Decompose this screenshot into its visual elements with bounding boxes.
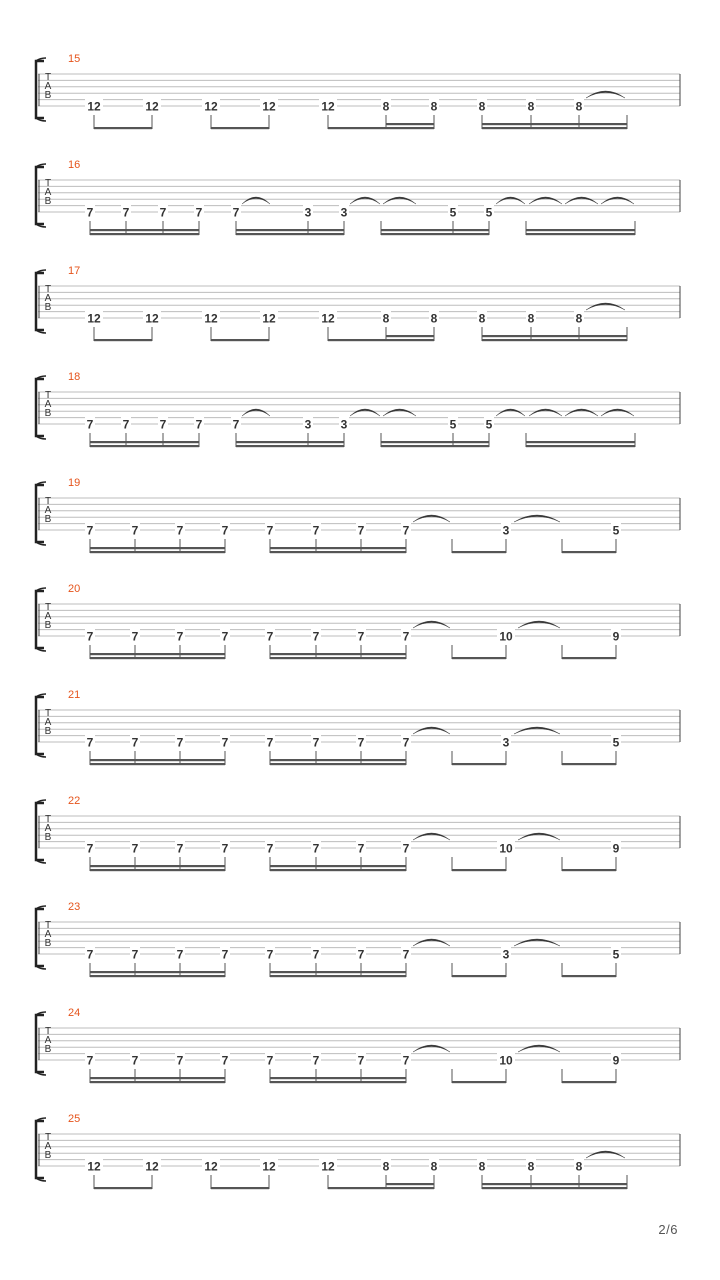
fret-number: 8 [527, 311, 535, 326]
beam [452, 763, 506, 765]
tab-system [36, 795, 680, 871]
fret-number: 7 [176, 841, 184, 856]
tab-system [36, 1113, 680, 1189]
tab-system [36, 53, 680, 129]
fret-number: 10 [499, 629, 513, 644]
tie-arc [586, 1151, 625, 1158]
fret-number: 7 [402, 735, 410, 750]
beam [90, 971, 225, 973]
tie-arc [242, 197, 270, 204]
tie-arc [518, 833, 560, 840]
tab-clef-letter: B [44, 302, 52, 313]
beam [236, 233, 344, 235]
tie-arc [514, 939, 560, 946]
measure-number: 21 [68, 689, 81, 701]
tab-clef-letter: T [44, 602, 52, 613]
fret-number: 7 [176, 523, 184, 538]
beam [482, 1187, 627, 1189]
fret-number: 8 [430, 99, 438, 114]
fret-number: 7 [86, 947, 94, 962]
tab-system [36, 371, 680, 447]
fret-number: 7 [176, 629, 184, 644]
tie-arc [350, 409, 380, 416]
beam [90, 759, 225, 761]
tie-arc [383, 197, 416, 204]
tab-clef-letter: B [44, 408, 52, 419]
tab-clef-letter: A [44, 399, 52, 410]
fret-number: 8 [382, 1159, 390, 1174]
fret-number: 7 [86, 523, 94, 538]
fret-number: 9 [612, 1053, 620, 1068]
fret-number: 7 [402, 629, 410, 644]
fret-number: 7 [221, 947, 229, 962]
tab-system [36, 583, 680, 659]
system-bracket [36, 1121, 44, 1178]
fret-number: 12 [321, 99, 335, 114]
fret-number: 7 [176, 947, 184, 962]
system-bracket [36, 909, 44, 966]
fret-number: 7 [266, 629, 274, 644]
fret-number: 3 [502, 523, 510, 538]
beam [270, 657, 406, 659]
beam [270, 547, 406, 549]
measure-number: 15 [68, 53, 81, 65]
beam [482, 335, 627, 337]
tab-system [36, 477, 680, 553]
system-bracket [36, 273, 44, 330]
beam [211, 127, 269, 129]
fret-number: 7 [266, 735, 274, 750]
fret-number: 7 [402, 841, 410, 856]
fret-number: 7 [357, 947, 365, 962]
beam [452, 975, 506, 977]
fret-number: 12 [145, 99, 159, 114]
fret-number: 7 [131, 523, 139, 538]
measure-number: 19 [68, 477, 81, 489]
tie-arc [586, 91, 625, 98]
tie-arc [413, 1045, 450, 1052]
fret-number: 8 [575, 99, 583, 114]
fret-number: 7 [131, 1053, 139, 1068]
fret-number: 7 [266, 523, 274, 538]
tab-clef-letter: A [44, 187, 52, 198]
beam [526, 441, 635, 443]
fret-number: 12 [204, 311, 218, 326]
fret-number: 7 [131, 947, 139, 962]
tab-system [36, 689, 680, 765]
tab-clef-letter: A [44, 823, 52, 834]
fret-number: 7 [195, 205, 203, 220]
fret-number: 8 [575, 311, 583, 326]
beam [90, 1081, 225, 1083]
tie-arc [529, 197, 562, 204]
beam [90, 441, 199, 443]
beam [270, 975, 406, 977]
tie-arc [518, 1045, 560, 1052]
fret-number: 12 [321, 1159, 335, 1174]
tab-clef-letter: B [44, 726, 52, 737]
tie-arc [514, 515, 560, 522]
fret-number: 7 [195, 417, 203, 432]
fret-number: 7 [131, 841, 139, 856]
beam [562, 657, 616, 659]
fret-number: 7 [357, 523, 365, 538]
fret-number: 7 [402, 1053, 410, 1068]
fret-number: 3 [502, 735, 510, 750]
beam [90, 547, 225, 549]
fret-number: 8 [430, 1159, 438, 1174]
beam [211, 339, 269, 341]
tab-clef-letter: T [44, 496, 52, 507]
fret-number: 7 [159, 417, 167, 432]
beam [526, 445, 635, 447]
fret-number: 12 [87, 99, 101, 114]
fret-number: 8 [527, 1159, 535, 1174]
tab-clef-letter: B [44, 514, 52, 525]
fret-number: 12 [87, 311, 101, 326]
fret-number: 7 [312, 947, 320, 962]
beam [211, 1187, 269, 1189]
beam [94, 127, 152, 129]
system-bracket [36, 591, 44, 648]
beam [94, 339, 152, 341]
tab-system [36, 265, 680, 341]
fret-number: 8 [430, 311, 438, 326]
fret-number: 7 [312, 1053, 320, 1068]
fret-number: 7 [312, 523, 320, 538]
beam [90, 445, 199, 447]
system-bracket [36, 697, 44, 754]
tab-clef-letter: B [44, 1044, 52, 1055]
fret-number: 8 [527, 99, 535, 114]
fret-number: 7 [312, 735, 320, 750]
beam [482, 339, 627, 341]
fret-number: 7 [86, 1053, 94, 1068]
fret-number: 12 [204, 1159, 218, 1174]
fret-number: 7 [221, 523, 229, 538]
fret-number: 5 [485, 205, 493, 220]
tab-clef-letter: T [44, 390, 52, 401]
fret-number: 5 [612, 523, 620, 538]
sub-beam [386, 335, 434, 337]
beam [270, 1077, 406, 1079]
beam [562, 763, 616, 765]
fret-number: 7 [357, 735, 365, 750]
sub-beam [386, 1183, 434, 1185]
tie-arc [496, 197, 525, 204]
beam [90, 975, 225, 977]
tie-arc [586, 303, 625, 310]
beam [90, 233, 199, 235]
fret-number: 8 [478, 1159, 486, 1174]
tab-clef-letter: T [44, 920, 52, 931]
fret-number: 7 [86, 735, 94, 750]
tab-clef-letter: B [44, 196, 52, 207]
beam [236, 229, 344, 231]
tab-clef-letter: B [44, 90, 52, 101]
beam [90, 865, 225, 867]
beam [236, 441, 344, 443]
beam [482, 1183, 627, 1185]
measure-number: 20 [68, 583, 81, 595]
fret-number: 8 [382, 99, 390, 114]
fret-number: 7 [221, 841, 229, 856]
tab-system [36, 901, 680, 977]
beam [90, 551, 225, 553]
fret-number: 7 [312, 841, 320, 856]
fret-number: 7 [176, 1053, 184, 1068]
fret-number: 7 [221, 629, 229, 644]
tab-clef-letter: T [44, 178, 52, 189]
fret-number: 7 [402, 523, 410, 538]
fret-number: 3 [502, 947, 510, 962]
tie-arc [514, 727, 560, 734]
beam [381, 229, 489, 231]
beam [90, 763, 225, 765]
beam [270, 763, 406, 765]
fret-number: 3 [304, 205, 312, 220]
tie-arc [413, 621, 450, 628]
fret-number: 7 [221, 1053, 229, 1068]
fret-number: 5 [449, 417, 457, 432]
fret-number: 3 [340, 205, 348, 220]
beam [452, 869, 506, 871]
tab-clef-letter: T [44, 814, 52, 825]
beam [90, 869, 225, 871]
fret-number: 7 [312, 629, 320, 644]
tie-arc [383, 409, 416, 416]
tie-arc [601, 197, 634, 204]
tab-clef-letter: A [44, 293, 52, 304]
tie-arc [413, 515, 450, 522]
beam [328, 1187, 434, 1189]
beam [562, 869, 616, 871]
fret-number: 7 [86, 205, 94, 220]
measure-number: 23 [68, 901, 81, 913]
measure-number: 18 [68, 371, 81, 383]
fret-number: 3 [340, 417, 348, 432]
beam [270, 869, 406, 871]
beam [452, 657, 506, 659]
fret-number: 9 [612, 841, 620, 856]
fret-number: 7 [86, 629, 94, 644]
system-bracket [36, 485, 44, 542]
beam [90, 657, 225, 659]
beam [90, 229, 199, 231]
fret-number: 12 [262, 99, 276, 114]
fret-number: 7 [357, 1053, 365, 1068]
sub-beam [386, 123, 434, 125]
fret-number: 7 [131, 735, 139, 750]
fret-number: 7 [232, 417, 240, 432]
tie-arc [565, 197, 598, 204]
beam [90, 653, 225, 655]
fret-number: 7 [159, 205, 167, 220]
tab-clef-letter: T [44, 1132, 52, 1143]
fret-number: 7 [86, 841, 94, 856]
fret-number: 10 [499, 1053, 513, 1068]
fret-number: 5 [485, 417, 493, 432]
system-bracket [36, 167, 44, 224]
tab-clef-letter: A [44, 1035, 52, 1046]
tie-arc [413, 833, 450, 840]
fret-number: 8 [382, 311, 390, 326]
tie-arc [529, 409, 562, 416]
beam [452, 1081, 506, 1083]
system-bracket [36, 61, 44, 118]
fret-number: 7 [266, 947, 274, 962]
fret-number: 8 [478, 311, 486, 326]
beam [94, 1187, 152, 1189]
tab-clef-letter: B [44, 832, 52, 843]
fret-number: 7 [176, 735, 184, 750]
beam [562, 1081, 616, 1083]
tab-clef-letter: B [44, 938, 52, 949]
tie-arc [242, 409, 270, 416]
tab-clef-letter: T [44, 708, 52, 719]
fret-number: 12 [204, 99, 218, 114]
beam [90, 1077, 225, 1079]
tie-arc [518, 621, 560, 628]
measure-number: 17 [68, 265, 81, 277]
fret-number: 7 [357, 841, 365, 856]
beam [236, 445, 344, 447]
tab-clef-letter: A [44, 717, 52, 728]
beam [270, 865, 406, 867]
system-bracket [36, 803, 44, 860]
fret-number: 12 [145, 1159, 159, 1174]
tie-arc [413, 727, 450, 734]
beam [270, 551, 406, 553]
tab-clef-letter: A [44, 505, 52, 516]
beam [270, 759, 406, 761]
beam [562, 975, 616, 977]
beam [562, 551, 616, 553]
fret-number: 3 [304, 417, 312, 432]
tie-arc [413, 939, 450, 946]
beam [526, 229, 635, 231]
tab-clef-letter: B [44, 620, 52, 631]
fret-number: 7 [266, 1053, 274, 1068]
tab-clef-letter: T [44, 72, 52, 83]
tie-arc [601, 409, 634, 416]
fret-number: 7 [357, 629, 365, 644]
fret-number: 5 [449, 205, 457, 220]
beam [328, 339, 434, 341]
tab-clef-letter: A [44, 1141, 52, 1152]
tab-clef-letter: A [44, 929, 52, 940]
tab-clef-letter: T [44, 284, 52, 295]
beam [526, 233, 635, 235]
tab-clef-letter: A [44, 81, 52, 92]
fret-number: 7 [402, 947, 410, 962]
beam [270, 653, 406, 655]
fret-number: 12 [321, 311, 335, 326]
page-number: 2/6 [658, 1222, 678, 1237]
measure-number: 25 [68, 1113, 81, 1125]
fret-number: 10 [499, 841, 513, 856]
beam [381, 233, 489, 235]
fret-number: 8 [478, 99, 486, 114]
beam [482, 123, 627, 125]
fret-number: 7 [266, 841, 274, 856]
measure-number: 16 [68, 159, 81, 171]
fret-number: 7 [232, 205, 240, 220]
tab-clef-letter: B [44, 1150, 52, 1161]
fret-number: 7 [221, 735, 229, 750]
tab-clef-letter: T [44, 1026, 52, 1037]
tab-system [36, 1007, 680, 1083]
fret-number: 12 [262, 1159, 276, 1174]
beam [270, 1081, 406, 1083]
fret-number: 9 [612, 629, 620, 644]
system-bracket [36, 1015, 44, 1072]
fret-number: 5 [612, 735, 620, 750]
tab-clef-letter: A [44, 611, 52, 622]
beam [452, 551, 506, 553]
tie-arc [496, 409, 525, 416]
fret-number: 7 [122, 205, 130, 220]
measure-number: 24 [68, 1007, 81, 1019]
beam [270, 971, 406, 973]
measure-number: 22 [68, 795, 81, 807]
tie-arc [565, 409, 598, 416]
tie-arc [350, 197, 380, 204]
beam [381, 445, 489, 447]
fret-number: 5 [612, 947, 620, 962]
tab-system [36, 159, 680, 235]
beam [381, 441, 489, 443]
fret-number: 7 [131, 629, 139, 644]
fret-number: 7 [86, 417, 94, 432]
fret-number: 12 [145, 311, 159, 326]
fret-number: 12 [87, 1159, 101, 1174]
fret-number: 8 [575, 1159, 583, 1174]
beam [482, 127, 627, 129]
fret-number: 12 [262, 311, 276, 326]
beam [328, 127, 434, 129]
system-bracket [36, 379, 44, 436]
fret-number: 7 [122, 417, 130, 432]
